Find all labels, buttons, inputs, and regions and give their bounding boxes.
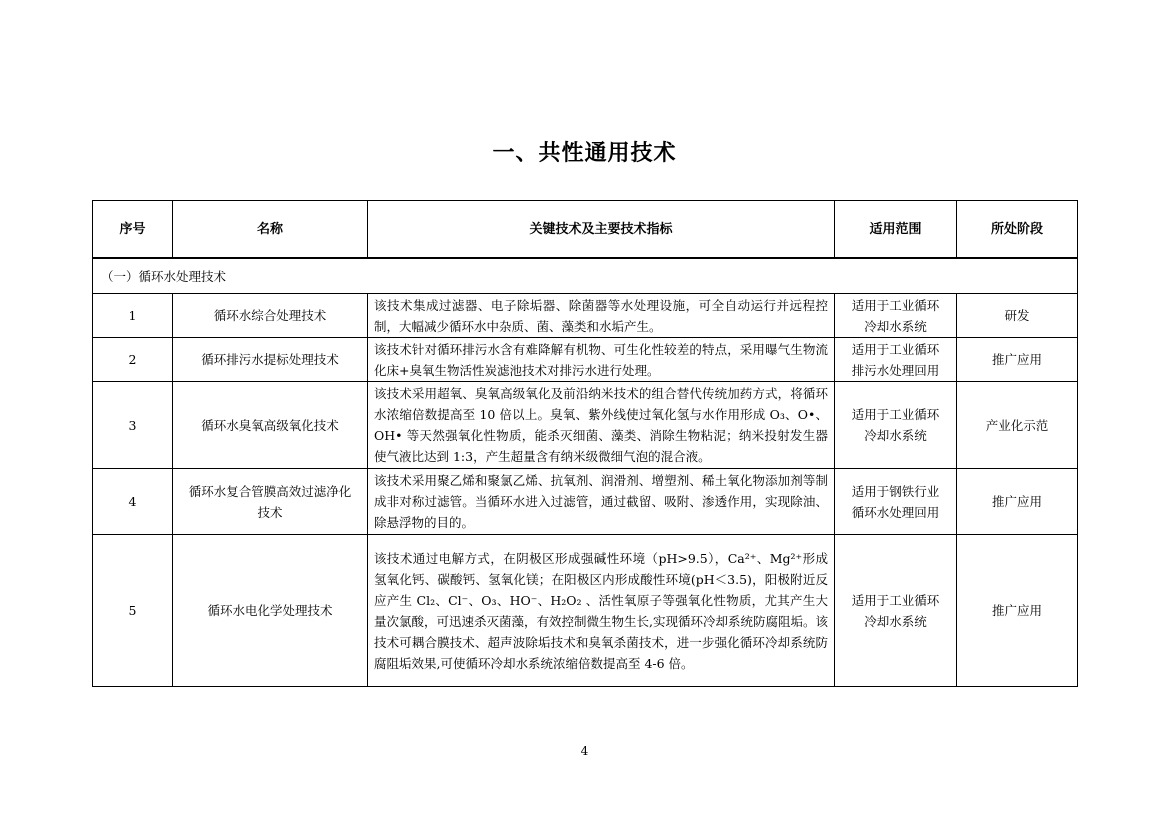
- row-name: 循环水电化学处理技术: [173, 535, 368, 687]
- row-key-tech: 该技术通过电解方式，在阴极区形成强碱性环境（pH>9.5），Ca²⁺、Mg²⁺形成氢氧化钙、碳酸钙、氢氧化镁；在阳极区内形成酸性环境(pH＜3.5)，阳极附近反应产生 Cl₂、Cl⁻、O₃、HO⁻、H₂O₂ 、活性氧原子等强氧化性物质，尤其产生大量次氯酸，可迅速杀灭菌藻，有效控制微生物生长,实现循环冷却系统防腐阻垢。该技术可耦合膜技术、超声波除垢技术和臭氧杀菌技术，进一步强化循环冷却系统防腐阻垢效果,可使循环冷却水系统浓缩倍数提高至 4-6 倍。: [368, 535, 835, 687]
- row-name: 循环水复合管膜高效过滤净化技术: [173, 469, 368, 535]
- row-stage: 产业化示范: [957, 382, 1078, 469]
- row-scope: 适用于工业循环 冷却水系统: [835, 535, 957, 687]
- row-index: 1: [93, 294, 173, 338]
- row-index: 5: [93, 535, 173, 687]
- section-title: （一）循环水处理技术: [93, 258, 1078, 294]
- row-name: 循环排污水提标处理技术: [173, 338, 368, 382]
- row-stage: 推广应用: [957, 469, 1078, 535]
- row-scope: 适用于钢铁行业 循环水处理回用: [835, 469, 957, 535]
- row-index: 2: [93, 338, 173, 382]
- table-row: [93, 382, 1078, 469]
- row-stage: 推广应用: [957, 338, 1078, 382]
- row-key-tech: 该技术集成过滤器、电子除垢器、除菌器等水处理设施，可全自动运行并远程控制，大幅减少循环水中杂质、菌、藻类和水垢产生。: [368, 294, 835, 338]
- page-title: 一、共性通用技术: [492, 141, 677, 166]
- row-scope: 适用于工业循环 冷却水系统: [835, 294, 957, 338]
- row-name: 循环水综合处理技术: [173, 294, 368, 338]
- row-index: 3: [93, 382, 173, 469]
- row-scope: 适用于工业循环 排污水处理回用: [835, 338, 957, 382]
- header-scope: 适用范围: [835, 201, 957, 259]
- table-row: [93, 294, 1078, 338]
- row-key-tech: 该技术针对循环排污水含有难降解有机物、可生化性较差的特点，采用曝气生物流化床+臭氧生物活性炭滤池技术对排污水进行处理。: [368, 338, 835, 382]
- table-row: [93, 469, 1078, 535]
- row-scope: 适用于工业循环 冷却水系统: [835, 382, 957, 469]
- page-number: 4: [580, 744, 589, 758]
- row-name: 循环水臭氧高级氧化技术: [173, 382, 368, 469]
- row-key-tech: 该技术采用超氧、臭氧高级氧化及前沿纳米技术的组合替代传统加药方式，将循环水浓缩倍数提高至 10 倍以上。臭氧、紫外线使过氧化氢与水作用形成 O₃、O•、OH• 等天然强氧化性物质，能杀灭细菌、藻类、消除生物粘泥；纳米投射发生器使气液比达到 1:3，产生超量含有纳米级微细气泡的混合液。: [368, 382, 835, 469]
- row-stage: 研发: [957, 294, 1078, 338]
- table-row: [93, 535, 1078, 687]
- row-key-tech: 该技术采用聚乙烯和聚氯乙烯、抗氧剂、润滑剂、增塑剂、稀土氧化物添加剂等制成非对称过滤管。当循环水进入过滤管，通过截留、吸附、渗透作用，实现除油、除悬浮物的目的。: [368, 469, 835, 535]
- technology-table: [92, 200, 1078, 687]
- header-name: 名称: [173, 201, 368, 259]
- header-key-tech: 关键技术及主要技术指标: [368, 201, 835, 259]
- table-row: [93, 338, 1078, 382]
- section-row: [93, 258, 1078, 294]
- header-index: 序号: [93, 201, 173, 259]
- table-header-row: [93, 201, 1078, 259]
- row-stage: 推广应用: [957, 535, 1078, 687]
- header-stage: 所处阶段: [957, 201, 1078, 259]
- row-index: 4: [93, 469, 173, 535]
